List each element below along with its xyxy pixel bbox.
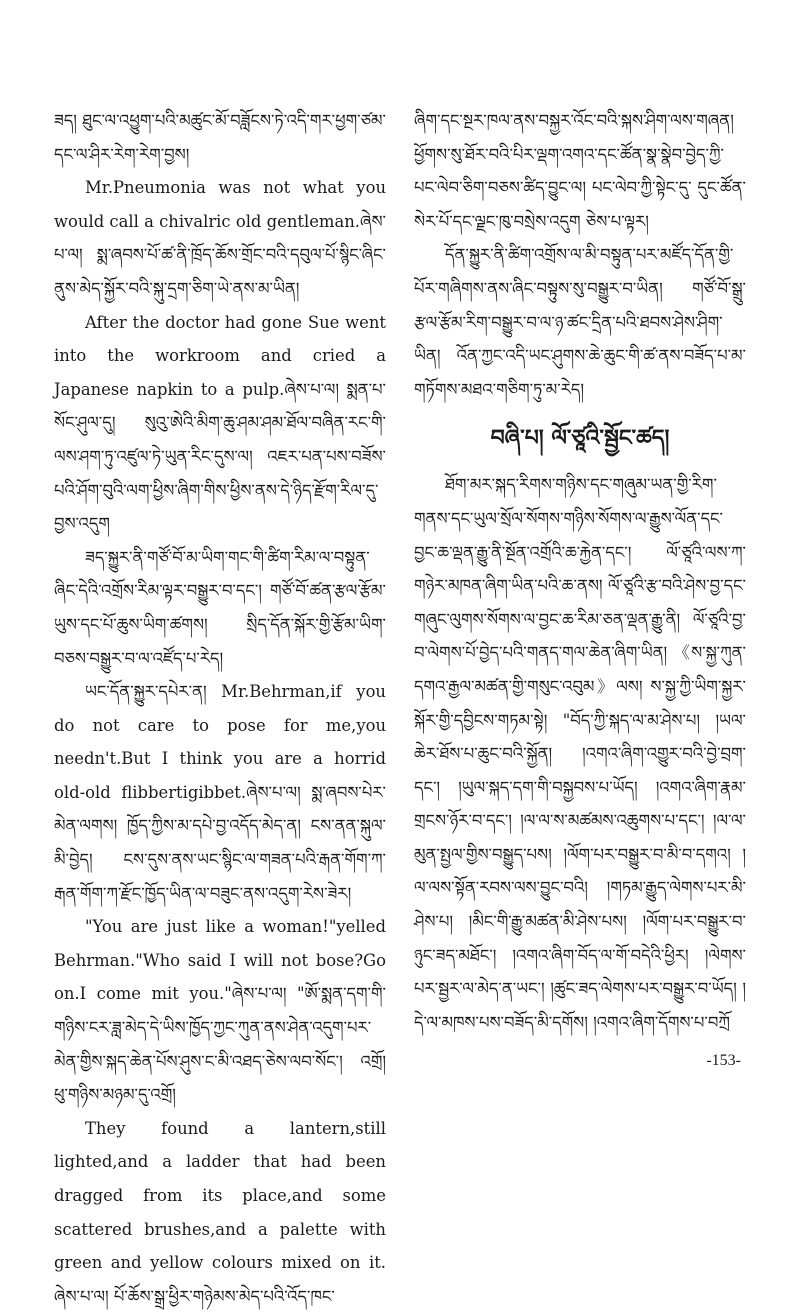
right-column	[414, 104, 746, 1039]
paragraph: "You are just like a woman!"yelled Behrman."Who said I will not bose?Go on.I come mit you."ཞེས་པ་ལ། "ཨོ་སྨན་དག་གི་གཉིས་ངར་ཟླ་མེད་དེ་ཡིས་ཁྱོད་ཀྱང་ཀུན་ནས་ཤེན་འདུག་པར་མེན་གྱིས་སྐད་ཆེན་པོས་ཤུས་ང་མི་འཐད་ཅེས་ལབ་སོང་། འགྲོ། ཕུ་གཉིས་མཉམ་དུ་འགྲོ།	[54, 917, 386, 1105]
paragraph: ཟད། ཐུང་ལ་འཕྱུག་པའི་མཚུང་མོ་བཟློངས་ཏེ་འདི་གར་ཕྱག་ཙམ་དང་ལ་ཤིར་རེག་རེག་བྱས།	[54, 111, 386, 164]
paragraph: ཐོག་མར་སྐད་རིགས་གཉིས་དང་གཞུམ་ཡན་གྱི་རིག་གནས་དང་ཡུལ་སྲོལ་སོགས་གཉིས་སོགས་ལ་རྒྱུས་ལོན་དང་བྱང་ཆ་ལྡན་རྒྱུ་ནི་སྔོན་འགྲོའི་ཆ་རྐྱེན་དང་། ལོ་ཙཱའི་ལས་ཀ་གཉེར་མཁན་ཞིག་ཡིན་པའི་ཆ་ནས། ལོ་ཙཱའི་རྩ་བའི་ཤེས་བྱ་དང་གཞུང་ལུགས་སོགས་ལ་བྱང་ཆ་རིམ་ཅན་ལྡན་རྒྱུ་ནི། ལོ་ཙཱའི་བྱ་བ་ལེགས་པོ་བྱེད་པའི་གནད་གལ་ཆེན་ཞིག་ཡིན། 《ས་སྐྱ་ཀུན་དགའ་རྒྱལ་མཚན་གྱི་གསུང་འབུམ》ལས། ས་སྐྱ་ཀྱི་ཡིག་སྐྱར་སྐོར་གྱི་དབྱིངས་གཏམ་སྟེ། "བོད་ཀྱི་སྐད་ལ་མ་ཤེས་པ། །ཡལ་ཆེར་ཐོས་པ་ཆུང་བའི་སྐྱོན། །འགའ་ཞིག་འགྱུར་བའི་བྱེ་བྲག་དང་། །ཡུལ་སྐད་དག་གི་བསྐྱབས་པ་ཡོད། །འགའ་ཞིག་རྣམ་གྲངས་ཉོར་བ་དང་། །ལ་ལ་ས་མཚམས་འཆུགས་པ་དང་། །ལ་ལ་མུན་སྤྱལ་གྱིས་བསྒྱུད་པས། །ལོག་པར་བསྒྱུར་བ་མི་བ་དགའ། །ལ་ལས་སྟོན་རབས་ལས་བྱུང་བའི། །གཏམ་རྒྱུད་ལེགས་པར་མི་ཤེས་པ། །མིང་གི་རྒྱུ་མཚན་མི་ཤེས་པས། །ལོག་པར་བསྒྱུར་བ་ཉུང་ཟད་མཐོང་། །འགའ་ཞིག་བོད་ལ་གོ་བདེའི་ཕྱིར། །ལེགས་པར་སྦྱར་ལ་མེད་ན་ཡང་། །ཚུང་ཟད་ལེགས་པར་བསྒྱུར་བ་ཡོད། །དེ་ལ་མཁས་པས་བཟོད་མི་དགོས། །འགའ་ཞིག་དོགས་པ་བཀྲོ	[414, 475, 746, 1032]
section-heading: བཞི་པ། ལོ་ཙཱའི་སྦྱོང་ཚད།	[490, 426, 670, 452]
paragraph: ཡང་དོན་སྐྱུར་དཔེར་ན། Mr.Behrman,if you do not care to pose for me,you needn't.But I think you are a horrid old-old flibbertigibbet.ཞེས་པ་ལ། སྨ་ཞབས་པེར་མེན་ལགས། ཁྱོད་ཀྱིས་མ་དཔེ་བྱ་འདོད་མེད་ན། ངས་ནན་སྐུལ་མི་བྱེད། ངས་དུས་ནས་ཡང་སྙིང་ལ་གཟན་པའི་རྒན་གོག་ཀ་ རྒན་གོག་ཀ་རྫོང་ཁྱོད་ཡིན་ལ་བཟུང་ནས་འདུག་རེས་ཟེར།	[54, 682, 386, 903]
paragraph: They found a lantern,still lighted,and a ladder that had been dragged from its place,and some scattered brushes,and a palette with green and yellow colours mixed on it. ཞེས་པ་ལ། པོ་ཆོས་སྒྲ་ཕྱིར་གཉེམས་མེད་པའི་འོད་ཁང་	[54, 1118, 386, 1306]
paragraph: Mr.Pneumonia was not what you would call a chivalric old gentleman.ཞེས་པ་ལ། སྨ་ཞབས་པོ་ཚ་ནི་ཁྲོད་ཆོས་གྲོང་བའི་དབུལ་པོ་སྙིང་ཞིང་ནུས་མེད་སྐྱོར་བའི་སྐུ་དྲག་ཅིག་ཡེ་ནས་མ་ཡིན།	[54, 178, 386, 298]
paragraph: After the doctor had gone Sue went into the workroom and cried a Japanese napkin to a pulp.ཞེས་པ་ལ། སྨན་པ་སོང་ཤུལ་དུ། སུའུ་ཨེའི་མིག་ཆུ་ཤམ་ཤམ་ཐོལ་བཞིན་རང་གི་ལས་ཤག་ཏུ་འཛུལ་ཏེ་ཡུན་རིང་དུས་ལ། འཇར་པན་པས་བཟོས་པའི་ཤོག་བུའི་ལག་ཕྱིས་ཞིག་གིས་ཕྱིས་ནས་དེ་ཉིད་རྫོག་རིལ་དུ་བྱས་འདུག	[54, 312, 386, 534]
page-number: -153-	[706, 1052, 741, 1069]
left-column	[54, 104, 386, 1313]
paragraph: ཞིག་དང་སྔར་ཁལ་ནས་བསྐྱར་འོང་བའི་སྐས་ཤིག་ལས་གཞན། ཕྱོགས་སུ་ཐོར་བའི་པིར་ལྡག་འགའ་དང་ཚོན་སྣ་སྣེབ་བྱེད་ཀྱི་པང་ལེབ་ཅིག་བཅས་ཚིད་བྱུང་ལ། པང་ལེབ་ཀྱི་སྟེང་དུ་ དུང་ཚོན་སེར་པོ་དང་ལྗང་ཁུ་བསྲེས་འདུག ཅེས་པ་ལྟར།	[414, 111, 746, 231]
paragraph: དོན་སྐྱུར་ནི་ཚིག་འགྲོས་ལ་མི་བསྟུན་པར་མཛོད་དོན་གྱི་པོར་གཞིགས་ནས་ཞིང་བསྟུས་སུ་བསྒྱུར་བ་ཡིན། གཙོ་བོ་སྒྲུ་རྩལ་རྩོམ་རིག་བསྒྱུར་བ་ལ་ཉ་ཚང་དྲིན་པའི་ཐབས་ཤེས་ཤིག་ཡིན། འོན་ཀྱང་འདི་ཡང་ཤུགས་ཆེ་ཆུང་གི་ཚ་ནས་བཟོད་པ་མ་གཏོགས་མཐའ་གཅིག་ཏུ་མ་རེད།	[414, 245, 746, 399]
paragraph: ཟད་སྐྱུར་ནི་གཙོ་བོ་མ་ཡིག་གང་གི་ཚིག་རིམ་ལ་བསྟུན་ཞིང་དེའི་འགྲོས་རིམ་ལྟར་བསྒྱུར་བ་དང་། གཙོ་བོ་ཚན་རྩལ་རྩོམ་ཡུས་དང་པོ་ཆུས་ཡིག་ཚགས། སྲིད་དོན་སྐོར་གྱི་རྩོམ་ཡིག་བཅས་བསྒྱུར་བ་ལ་འཛོད་པ་རེད།	[54, 547, 386, 668]
